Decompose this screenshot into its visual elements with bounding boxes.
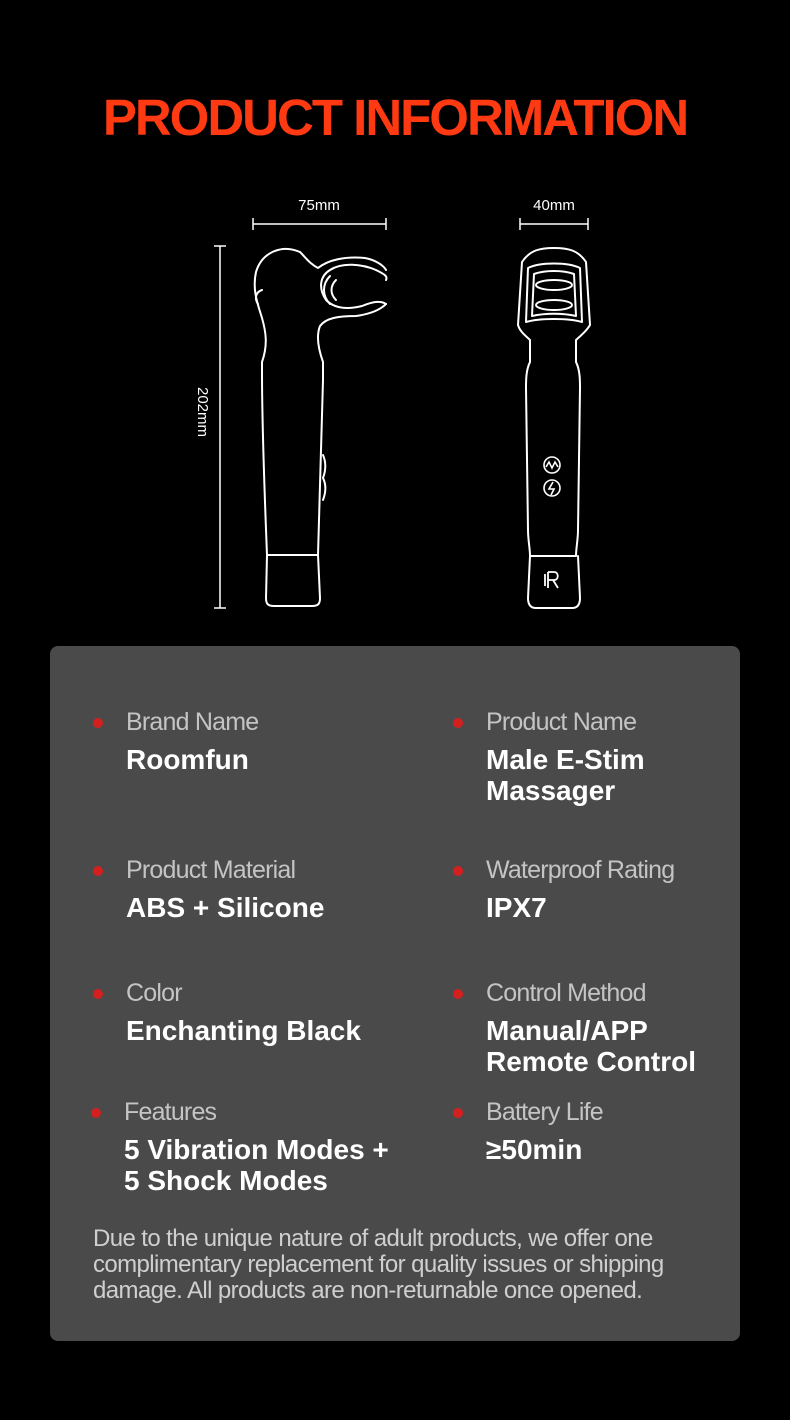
page-title: PRODUCT INFORMATION xyxy=(102,89,688,146)
spec-label: Battery Life xyxy=(486,1098,603,1126)
spec-value: Roomfun xyxy=(126,744,249,775)
spec-value: IPX7 xyxy=(486,892,547,923)
bullet-icon xyxy=(453,866,463,876)
shock-mode-icon xyxy=(544,480,560,496)
bullet-icon xyxy=(453,718,463,728)
spec-label: Features xyxy=(124,1098,217,1126)
spec-label: Waterproof Rating xyxy=(486,856,675,884)
device-side-view xyxy=(255,249,387,606)
bullet-icon xyxy=(93,989,103,999)
depth-label: 40mm xyxy=(533,197,575,214)
device-front-view xyxy=(518,248,590,608)
bullet-icon xyxy=(93,718,103,728)
height-label: 202mm xyxy=(194,386,211,438)
width-dimension xyxy=(253,218,386,230)
brand-logo xyxy=(545,572,558,588)
height-dimension xyxy=(214,246,226,608)
bullet-icon xyxy=(91,1108,101,1118)
spec-label: Brand Name xyxy=(126,708,259,736)
spec-label: Control Method xyxy=(486,979,646,1007)
spec-value: Manual/APP Remote Control xyxy=(486,1015,696,1077)
spec-label: Product Material xyxy=(126,856,296,884)
spec-value: Male E-Stim Massager xyxy=(486,744,645,806)
spec-value: Enchanting Black xyxy=(126,1015,361,1046)
product-dimension-diagram xyxy=(0,180,790,620)
spec-panel xyxy=(50,646,740,1341)
width-label: 75mm xyxy=(298,197,340,214)
return-policy-note: Due to the unique nature of adult products, we offer one complimentary replacement for quality issues or shipping damage. All products are non-returnable once opened. xyxy=(93,1225,664,1304)
vibration-mode-icon xyxy=(544,457,560,473)
spec-label: Color xyxy=(126,979,182,1007)
bullet-icon xyxy=(93,866,103,876)
depth-dimension xyxy=(520,218,588,230)
spec-value: 5 Vibration Modes + 5 Shock Modes xyxy=(124,1134,389,1196)
spec-label: Product Name xyxy=(486,708,637,736)
bullet-icon xyxy=(453,989,463,999)
spec-value: ≥50min xyxy=(486,1134,583,1165)
spec-value: ABS + Silicone xyxy=(126,892,325,923)
bullet-icon xyxy=(453,1108,463,1118)
